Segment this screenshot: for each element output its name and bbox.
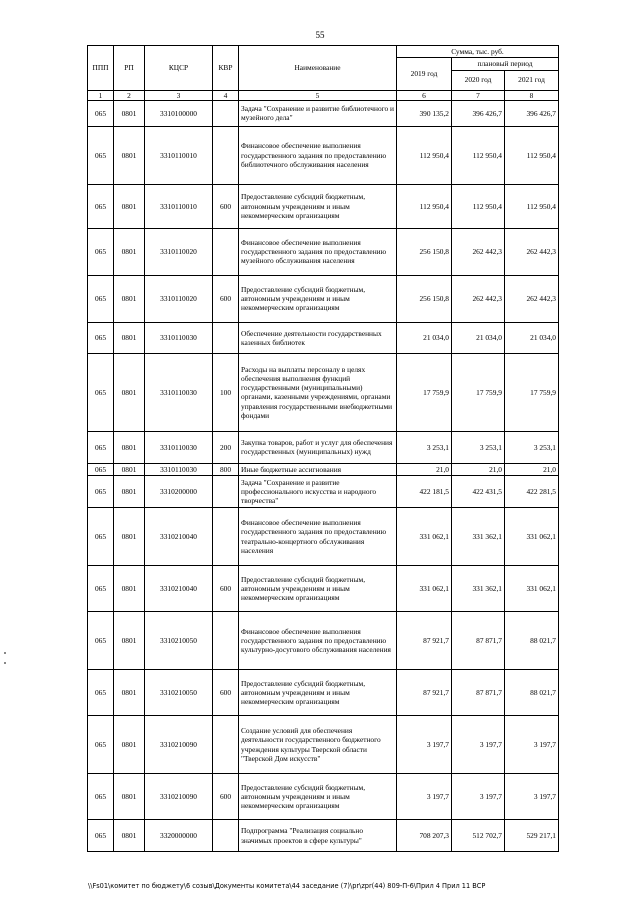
cell-amount-2021: 262 442,3 bbox=[505, 228, 559, 275]
cell-amount-2019: 708 207,3 bbox=[397, 820, 452, 852]
cell-kcsr: 3310200000 bbox=[145, 476, 213, 508]
cell-amount-2019: 256 150,8 bbox=[397, 275, 452, 322]
table-row bbox=[88, 228, 559, 275]
table-row bbox=[88, 463, 559, 475]
column-number: 3 bbox=[145, 90, 213, 100]
cell-ppp: 065 bbox=[88, 322, 114, 353]
cell-kcsr: 3310110010 bbox=[145, 126, 213, 184]
cell-amount-2019: 331 062,1 bbox=[397, 566, 452, 612]
cell-amount-2019: 390 135,2 bbox=[397, 100, 452, 126]
cell-amount-2019: 21,0 bbox=[397, 463, 452, 475]
cell-ppp: 065 bbox=[88, 100, 114, 126]
column-number: 7 bbox=[452, 90, 505, 100]
cell-name: Задача "Сохранение и развитие профессионального искусства и народного творчества" bbox=[239, 476, 397, 508]
cell-ppp: 065 bbox=[88, 508, 114, 566]
cell-kvr bbox=[213, 612, 239, 670]
cell-amount-2020: 3 197,7 bbox=[452, 716, 505, 774]
cell-ppp: 065 bbox=[88, 463, 114, 475]
cell-ppp: 065 bbox=[88, 566, 114, 612]
budget-table bbox=[87, 45, 559, 852]
cell-kvr bbox=[213, 716, 239, 774]
cell-amount-2021: 88 021,7 bbox=[505, 670, 559, 716]
header-sum: Сумма, тыс. руб. bbox=[397, 46, 559, 58]
header-year-2020: 2020 год bbox=[452, 70, 505, 90]
cell-amount-2020: 3 253,1 bbox=[452, 431, 505, 463]
header-name: Наименование bbox=[239, 46, 397, 91]
cell-name: Создание условий для обеспечения деятельности государственного бюджетного учреждения культуры Тверской области "Тверской Дом искусств" bbox=[239, 716, 397, 774]
cell-amount-2020: 3 197,7 bbox=[452, 774, 505, 820]
cell-rp: 0801 bbox=[114, 126, 145, 184]
cell-name: Финансовое обеспечение выполнения государственного задания по предоставлению театрально-концертного обслуживания населения bbox=[239, 508, 397, 566]
cell-name: Предоставление субсидий бюджетным, автономным учреждениям и иным некоммерческим организациям bbox=[239, 184, 397, 228]
cell-kvr: 600 bbox=[213, 566, 239, 612]
column-number: 1 bbox=[88, 90, 114, 100]
cell-amount-2020: 112 950,4 bbox=[452, 184, 505, 228]
cell-name: Финансовое обеспечение выполнения государственного задания по предоставлению музейного обслуживания населения bbox=[239, 228, 397, 275]
cell-name: Предоставление субсидий бюджетным, автономным учреждениям и иным некоммерческим организациям bbox=[239, 275, 397, 322]
cell-ppp: 065 bbox=[88, 126, 114, 184]
cell-rp: 0801 bbox=[114, 612, 145, 670]
cell-name: Финансовое обеспечение выполнения государственного задания по предоставлению культурно-досугового обслуживания населения bbox=[239, 612, 397, 670]
cell-amount-2020: 87 871,7 bbox=[452, 612, 505, 670]
cell-rp: 0801 bbox=[114, 566, 145, 612]
cell-amount-2020: 87 871,7 bbox=[452, 670, 505, 716]
cell-name: Предоставление субсидий бюджетным, автономным учреждениям и иным некоммерческим организациям bbox=[239, 566, 397, 612]
cell-amount-2020: 262 442,3 bbox=[452, 275, 505, 322]
cell-name: Предоставление субсидий бюджетным, автономным учреждениям и иным некоммерческим организациям bbox=[239, 670, 397, 716]
cell-kvr: 600 bbox=[213, 184, 239, 228]
cell-ppp: 065 bbox=[88, 670, 114, 716]
cell-ppp: 065 bbox=[88, 716, 114, 774]
cell-amount-2020: 17 759,9 bbox=[452, 353, 505, 431]
header-plan-period: плановый период bbox=[452, 58, 559, 70]
cell-name: Расходы на выплаты персоналу в целях обеспечения выполнения функций государственными (муниципальными) органами, казенными учреждениями, органами управления государственными внебюджетными фондами bbox=[239, 353, 397, 431]
cell-kcsr: 3310210090 bbox=[145, 774, 213, 820]
cell-amount-2021: 3 197,7 bbox=[505, 774, 559, 820]
page-number: 55 bbox=[315, 30, 325, 40]
header-year-2019: 2019 год bbox=[397, 58, 452, 90]
cell-rp: 0801 bbox=[114, 322, 145, 353]
cell-amount-2020: 396 426,7 bbox=[452, 100, 505, 126]
cell-rp: 0801 bbox=[114, 508, 145, 566]
cell-ppp: 065 bbox=[88, 774, 114, 820]
column-number: 5 bbox=[239, 90, 397, 100]
cell-rp: 0801 bbox=[114, 716, 145, 774]
column-number: 6 bbox=[397, 90, 452, 100]
cell-amount-2021: 396 426,7 bbox=[505, 100, 559, 126]
table-body bbox=[88, 100, 559, 851]
cell-kvr: 200 bbox=[213, 431, 239, 463]
cell-amount-2019: 3 197,7 bbox=[397, 774, 452, 820]
cell-kvr: 600 bbox=[213, 275, 239, 322]
header-year-2021: 2021 год bbox=[505, 70, 559, 90]
table-row bbox=[88, 774, 559, 820]
cell-amount-2020: 512 702,7 bbox=[452, 820, 505, 852]
cell-amount-2020: 21,0 bbox=[452, 463, 505, 475]
table-row bbox=[88, 566, 559, 612]
cell-kvr: 100 bbox=[213, 353, 239, 431]
cell-name: Задача "Сохранение и развитие библиотечного и музейного дела" bbox=[239, 100, 397, 126]
cell-ppp: 065 bbox=[88, 431, 114, 463]
cell-kvr bbox=[213, 508, 239, 566]
cell-amount-2021: 3 197,7 bbox=[505, 716, 559, 774]
cell-amount-2019: 422 181,5 bbox=[397, 476, 452, 508]
cell-rp: 0801 bbox=[114, 275, 145, 322]
cell-amount-2021: 3 253,1 bbox=[505, 431, 559, 463]
cell-amount-2021: 422 281,5 bbox=[505, 476, 559, 508]
cell-rp: 0801 bbox=[114, 774, 145, 820]
cell-kcsr: 3310110030 bbox=[145, 353, 213, 431]
file-path-footer: \\Fs01\комитет по бюджету\6 созыв\Документы комитета\44 заседание (7)\pr\zpr(44) 809-П-6\Прил 4 Прил 11 ВСР bbox=[88, 882, 486, 890]
table-row bbox=[88, 322, 559, 353]
header-ppp: ППП bbox=[88, 46, 114, 91]
cell-name: Иные бюджетные ассигнования bbox=[239, 463, 397, 475]
cell-kvr: 800 bbox=[213, 463, 239, 475]
margin-mark bbox=[4, 662, 6, 664]
cell-rp: 0801 bbox=[114, 431, 145, 463]
cell-amount-2020: 21 034,0 bbox=[452, 322, 505, 353]
cell-kvr bbox=[213, 322, 239, 353]
cell-amount-2020: 112 950,4 bbox=[452, 126, 505, 184]
cell-amount-2020: 331 362,1 bbox=[452, 566, 505, 612]
cell-kcsr: 3310210050 bbox=[145, 612, 213, 670]
cell-amount-2020: 422 431,5 bbox=[452, 476, 505, 508]
cell-ppp: 065 bbox=[88, 275, 114, 322]
cell-rp: 0801 bbox=[114, 463, 145, 475]
cell-kcsr: 3310110010 bbox=[145, 184, 213, 228]
column-number: 2 bbox=[114, 90, 145, 100]
cell-kvr: 600 bbox=[213, 774, 239, 820]
cell-amount-2021: 17 759,9 bbox=[505, 353, 559, 431]
table-row bbox=[88, 184, 559, 228]
cell-kvr bbox=[213, 126, 239, 184]
header-kcsr: КЦСР bbox=[145, 46, 213, 91]
cell-amount-2019: 21 034,0 bbox=[397, 322, 452, 353]
cell-rp: 0801 bbox=[114, 820, 145, 852]
table-row bbox=[88, 353, 559, 431]
cell-kcsr: 3310110030 bbox=[145, 463, 213, 475]
cell-rp: 0801 bbox=[114, 100, 145, 126]
cell-amount-2019: 3 253,1 bbox=[397, 431, 452, 463]
cell-amount-2021: 112 950,4 bbox=[505, 184, 559, 228]
cell-ppp: 065 bbox=[88, 820, 114, 852]
cell-amount-2021: 21,0 bbox=[505, 463, 559, 475]
cell-amount-2019: 87 921,7 bbox=[397, 670, 452, 716]
cell-kvr bbox=[213, 100, 239, 126]
cell-kvr bbox=[213, 228, 239, 275]
cell-amount-2019: 87 921,7 bbox=[397, 612, 452, 670]
cell-rp: 0801 bbox=[114, 228, 145, 275]
cell-rp: 0801 bbox=[114, 184, 145, 228]
table-row bbox=[88, 670, 559, 716]
cell-kcsr: 3310110020 bbox=[145, 228, 213, 275]
cell-kcsr: 3310110030 bbox=[145, 322, 213, 353]
cell-amount-2021: 112 950,4 bbox=[505, 126, 559, 184]
cell-amount-2019: 331 062,1 bbox=[397, 508, 452, 566]
cell-kvr bbox=[213, 820, 239, 852]
table-row bbox=[88, 126, 559, 184]
column-number: 4 bbox=[213, 90, 239, 100]
cell-amount-2021: 331 062,1 bbox=[505, 566, 559, 612]
cell-amount-2021: 529 217,1 bbox=[505, 820, 559, 852]
cell-kvr bbox=[213, 476, 239, 508]
cell-name: Обеспечение деятельности государственных казенных библиотек bbox=[239, 322, 397, 353]
cell-kcsr: 3310210040 bbox=[145, 566, 213, 612]
column-numbers-row bbox=[88, 90, 559, 100]
cell-name: Закупка товаров, работ и услуг для обеспечения государственных (муниципальных) нужд bbox=[239, 431, 397, 463]
cell-name: Подпрограмма "Реализация социально значимых проектов в сфере культуры" bbox=[239, 820, 397, 852]
cell-amount-2021: 331 062,1 bbox=[505, 508, 559, 566]
cell-amount-2019: 256 150,8 bbox=[397, 228, 452, 275]
cell-amount-2021: 88 021,7 bbox=[505, 612, 559, 670]
cell-rp: 0801 bbox=[114, 353, 145, 431]
cell-kcsr: 3310210040 bbox=[145, 508, 213, 566]
cell-kcsr: 3310110030 bbox=[145, 431, 213, 463]
cell-kcsr: 3310100000 bbox=[145, 100, 213, 126]
table-row bbox=[88, 716, 559, 774]
table-row bbox=[88, 612, 559, 670]
cell-ppp: 065 bbox=[88, 476, 114, 508]
table-row bbox=[88, 100, 559, 126]
budget-table-container bbox=[87, 45, 558, 852]
cell-amount-2019: 112 950,4 bbox=[397, 184, 452, 228]
cell-ppp: 065 bbox=[88, 612, 114, 670]
cell-ppp: 065 bbox=[88, 228, 114, 275]
cell-amount-2019: 3 197,7 bbox=[397, 716, 452, 774]
table-row bbox=[88, 275, 559, 322]
cell-rp: 0801 bbox=[114, 476, 145, 508]
cell-amount-2021: 262 442,3 bbox=[505, 275, 559, 322]
cell-kvr: 600 bbox=[213, 670, 239, 716]
cell-kcsr: 3310210090 bbox=[145, 716, 213, 774]
cell-amount-2020: 262 442,3 bbox=[452, 228, 505, 275]
table-row bbox=[88, 431, 559, 463]
cell-name: Предоставление субсидий бюджетным, автономным учреждениям и иным некоммерческим организациям bbox=[239, 774, 397, 820]
table-row bbox=[88, 820, 559, 852]
cell-amount-2021: 21 034,0 bbox=[505, 322, 559, 353]
cell-kcsr: 3310210050 bbox=[145, 670, 213, 716]
cell-kcsr: 3310110020 bbox=[145, 275, 213, 322]
cell-amount-2019: 17 759,9 bbox=[397, 353, 452, 431]
cell-name: Финансовое обеспечение выполнения государственного задания по предоставлению библиотечного обслуживания населения bbox=[239, 126, 397, 184]
table-row bbox=[88, 476, 559, 508]
header-rp: РП bbox=[114, 46, 145, 91]
cell-kcsr: 3320000000 bbox=[145, 820, 213, 852]
cell-rp: 0801 bbox=[114, 670, 145, 716]
cell-amount-2020: 331 362,1 bbox=[452, 508, 505, 566]
cell-amount-2019: 112 950,4 bbox=[397, 126, 452, 184]
table-row bbox=[88, 508, 559, 566]
column-number: 8 bbox=[505, 90, 559, 100]
header-kvr: КВР bbox=[213, 46, 239, 91]
cell-ppp: 065 bbox=[88, 353, 114, 431]
cell-ppp: 065 bbox=[88, 184, 114, 228]
margin-mark bbox=[4, 652, 6, 654]
